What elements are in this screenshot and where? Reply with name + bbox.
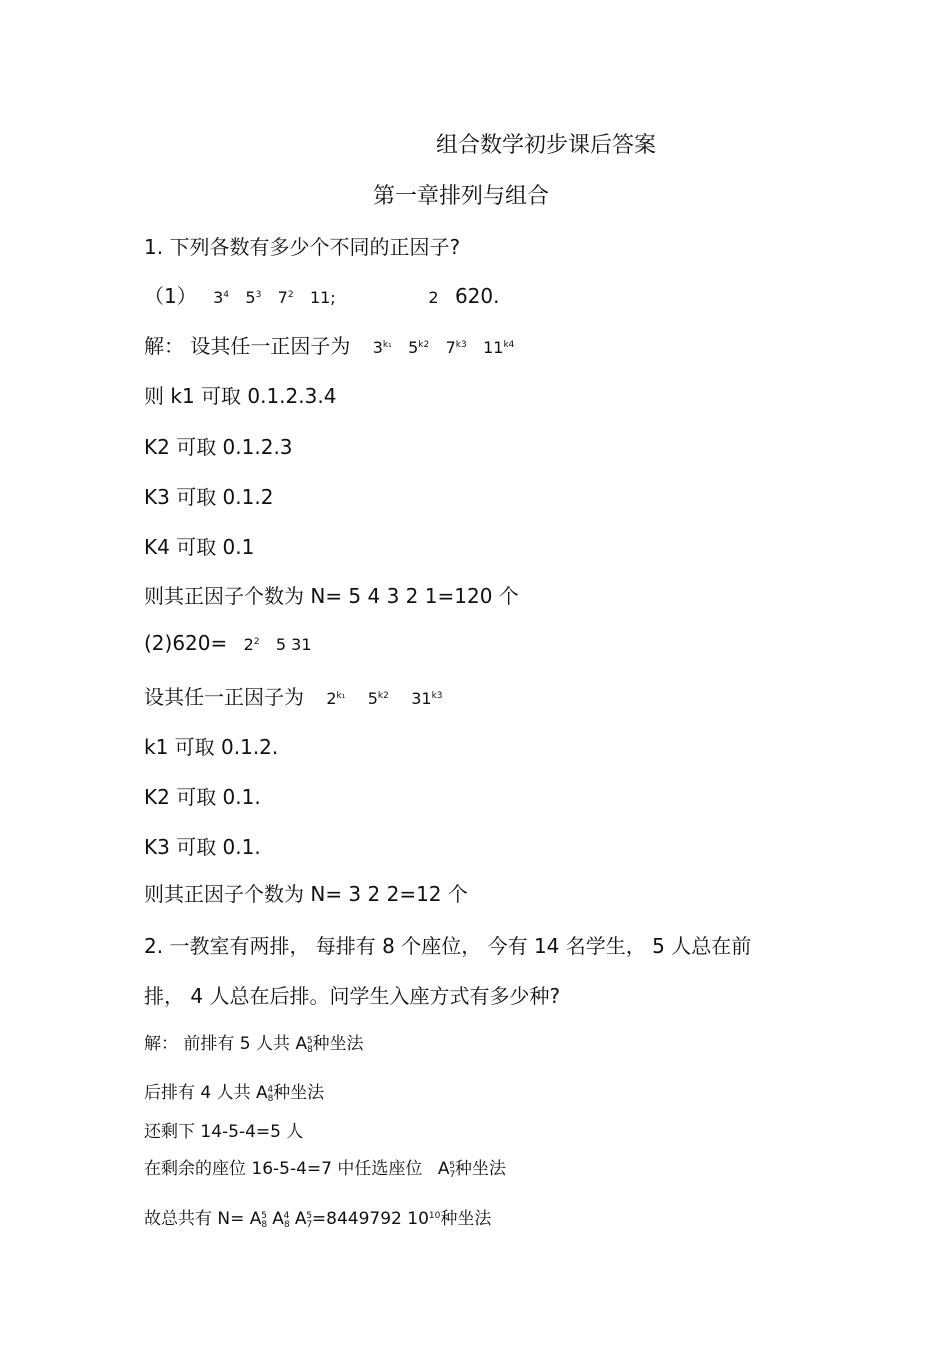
q2-step-1: 解： 前排有 5 人共 $A_8^5$种坐法 <box>144 1034 364 1055</box>
part-label: （1） <box>144 284 197 308</box>
question-1: 1. 下列各数有多少个不同的正因子? <box>144 235 461 259</box>
q1-part2-k2: K2 可取 0.1. <box>144 785 261 809</box>
q2-total: 故总共有 $N= A_8^5$ $A_8^4$ $A_7^5=8449792$ $10^{10}$种坐法 <box>144 1209 492 1230</box>
q1-solution-intro: 解： 设其任一正因子为 $3^{k_1}$ $5^{k2}$ $7^{k3}$ $11^{k4}$ <box>144 334 515 358</box>
q1-part2-factorization: $(2)620= 2^2$ 5 31 <box>144 631 312 655</box>
q1-k1: 则 k1 可取 0.1.2.3.4 <box>144 384 337 408</box>
q1-k4: K4 可取 0.1 <box>144 535 255 559</box>
question-2-line-1: 2. 一教室有两排， 每排有 8 个座位， 今有 14 名学生， 5 人总在前 <box>144 934 752 958</box>
q1-count-2: 则其正因子个数为 N= 3 2 2=12 个 <box>144 882 468 906</box>
q1-part2-k3: K3 可取 0.1. <box>144 835 261 859</box>
q1-part2-divisor: 设其任一正因子为 $2^{k_1}$ $5^{k2}$ $31^{k3}$ <box>144 685 443 709</box>
q2-step-4: 在剩余的座位 16-5-4=7 中任选座位 $A_7^5$种坐法 <box>144 1159 506 1180</box>
q1-part2-k1: k1 可取 0.1.2. <box>144 735 279 759</box>
chapter-heading: 第一章排列与组合 <box>373 184 550 209</box>
q2-step-3: 还剩下 14-5-4=5 人 <box>144 1122 304 1142</box>
q2-step-2: 后排有 4 人共 $A_8^4$种坐法 <box>144 1083 325 1104</box>
document-title: 组合数学初步课后答案 <box>436 133 657 158</box>
q1-part1-expression: （1） $3^4$ $5^3$ $7^2$ 11; 2 620. <box>144 284 500 308</box>
q1-k2: K2 可取 0.1.2.3 <box>144 435 293 459</box>
question-2-line-2: 排， 4 人总在后排。问学生入座方式有多少种? <box>144 984 561 1008</box>
q1-count-1: 则其正因子个数为 N= 5 4 3 2 1=120 个 <box>144 584 519 608</box>
q1-k3: K3 可取 0.1.2 <box>144 485 274 509</box>
